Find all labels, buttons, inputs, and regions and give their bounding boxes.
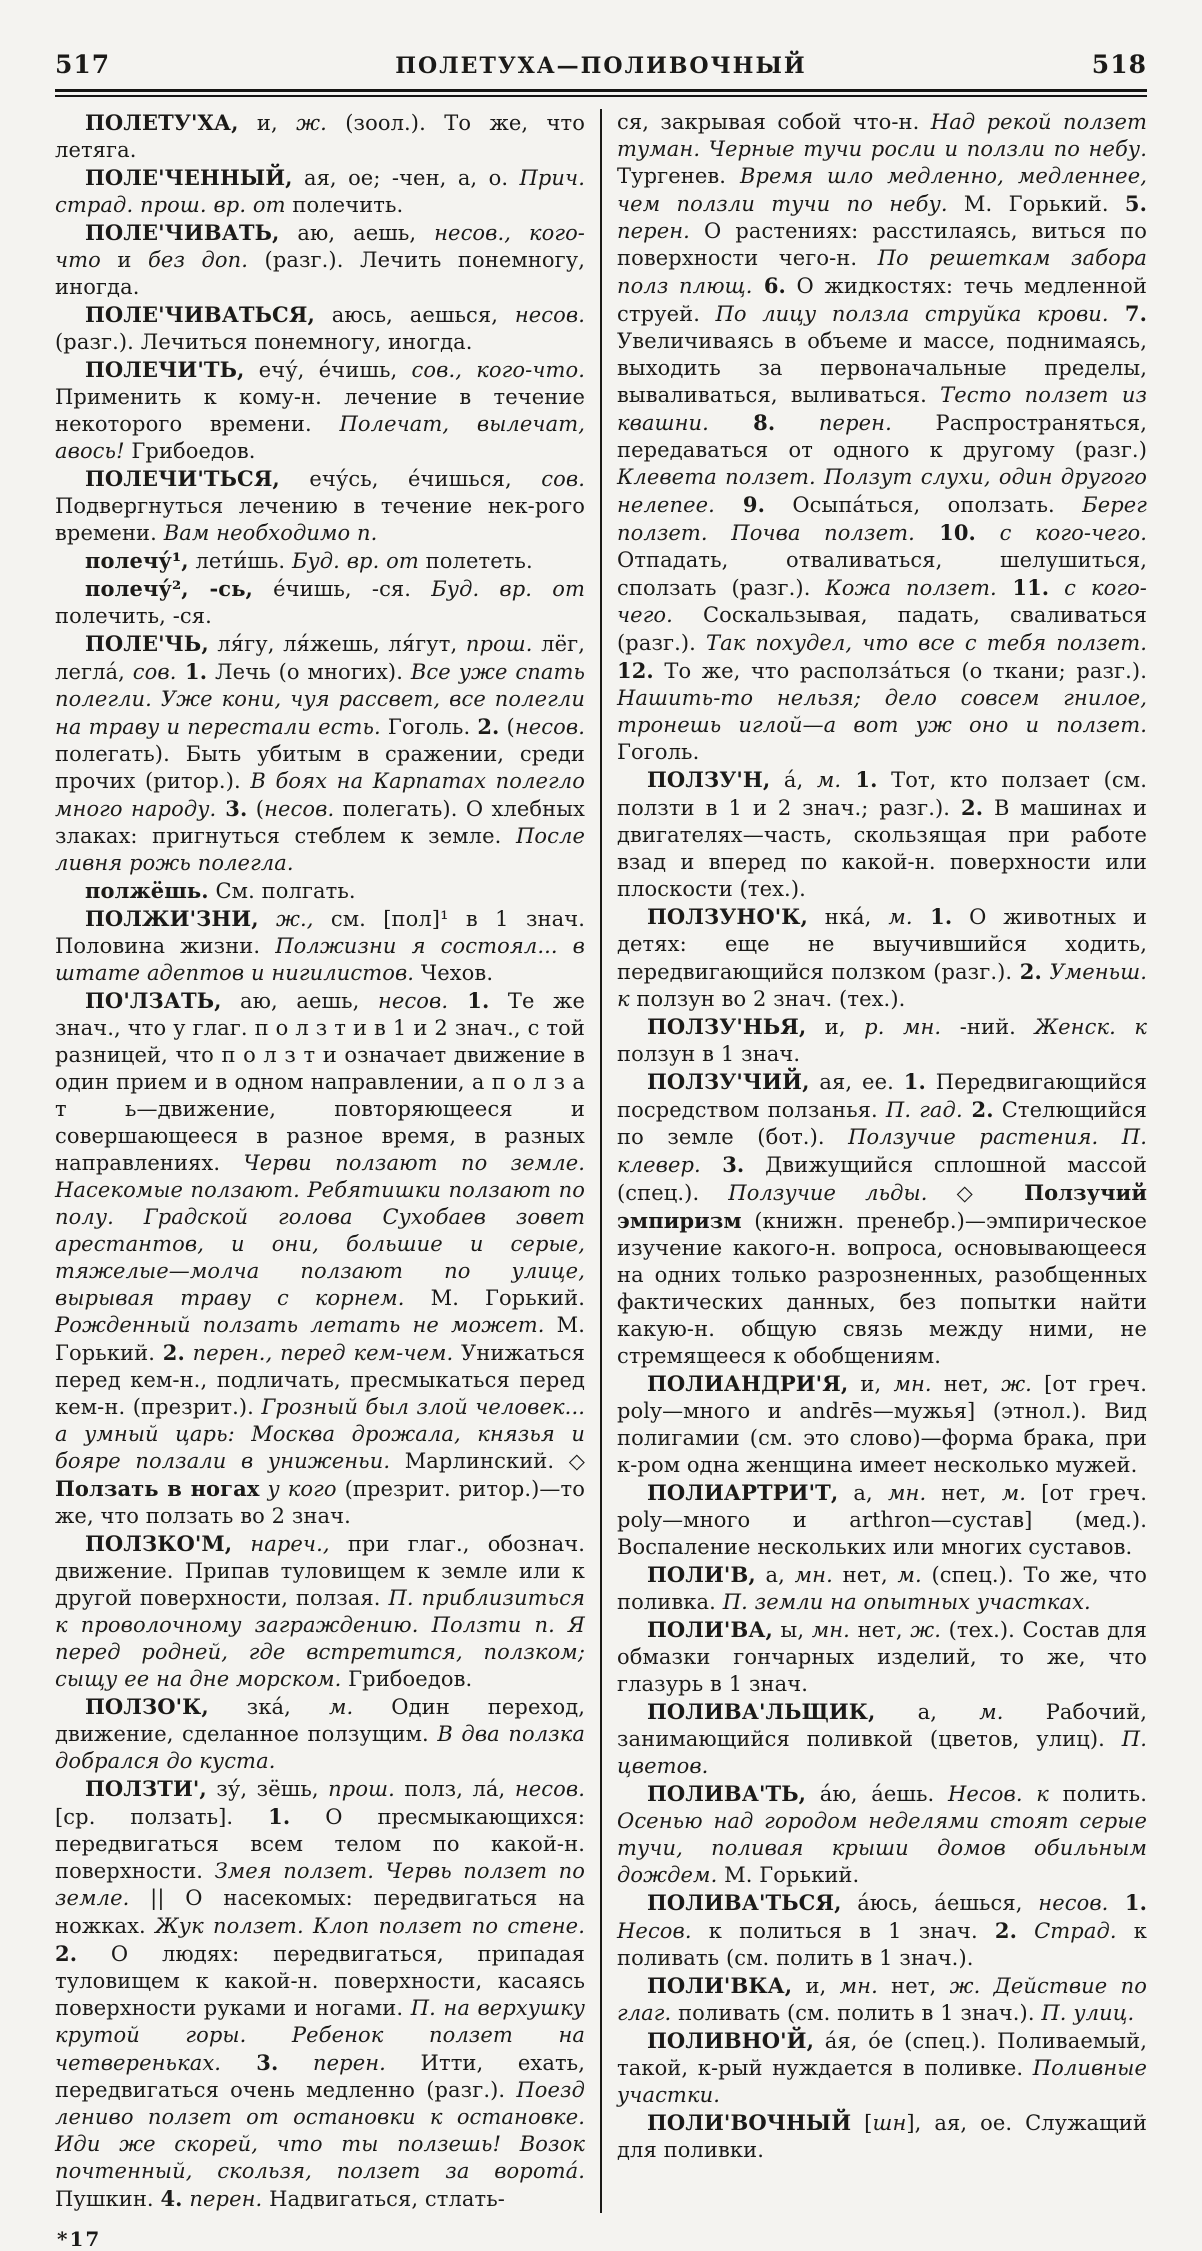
dictionary-entry: ПОЛЕ'ЧЬ, ля́гу, ля́жешь, ля́гут, прош. лёг, легла́, сов. 1. Лечь (о многих). Все уже спать полегли. Уже кони, чуя рассвет, все полегли на траву и перестали есть. Гоголь. 2. (несов. полегать). Быть убитым в сражении, среди прочих (ритор.). В боях на Карпатах полегло много народу. 3. (несов. полегать). О хлебных злаках: пригнуться стеблем к земле. После ливня рожь полегла. xyxy=(55,631,586,875)
dictionary-entry: ПОЛЗУ'ЧИЙ, ая, ее. 1. Передвигающийся посредством ползанья. П. гад. 2. Стелющийся по земле (бот.). Ползучие растения. П. клевер. 3. Движущийся сплошной массой (спец.). Ползучие льды. ◇ Ползучий эмпиризм (книжн. пренебр.)—эмпирическое изучение какого-н. вопроса, основывающееся на одних только разрозненных, разобщенных фактических данных, без попытки найти какую-н. общую связь между ними, не стремящееся к обобщениям. xyxy=(617,1069,1148,1368)
dictionary-entry: ПОЛЕ'ЧИВАТЬСЯ, аюсь, аешься, несов. (разг.). Лечиться понемногу, иногда. xyxy=(55,302,585,354)
dictionary-entry: ПОЛЗКО'М, нареч., при глаг., обознач. движение. Припав туловищем к земле или к другой поверхности, ползая. П. приблизиться к проволочному заграждению. Ползти п. Я перед родней, где встретится, ползком; сыщу ее на дне морском. Грибоедов. xyxy=(55,1531,585,1691)
page-number-right: 518 xyxy=(1091,50,1147,79)
page-header xyxy=(55,50,1147,79)
dictionary-entry: ПОЛЗУ'Н, а́, м. 1. Тот, кто ползает (см. ползти в 1 и 2 знач.; разг.). 2. В машинах и двигателях—часть, скользящая при работе взад и вперед по какой-н. поверхности или плоскости (тех.). xyxy=(617,767,1147,901)
footer-signature-mark: *17 xyxy=(57,2227,102,2251)
dictionary-entry: ПОЛЕЧИ'ТЬСЯ, ечу́сь, е́чишься, сов. Подвергнуться лечению в течение нек-рого времени. Вам необходимо п. xyxy=(55,466,585,545)
dictionary-entry: ПОЛИВА'ЛЬЩИК, а, м. Рабочий, занимающийся поливкой (цветов, улиц). П. цветов. xyxy=(617,1699,1147,1778)
header-rule xyxy=(55,89,1147,97)
dictionary-entry: ПОЛЕТУ'ХА, и, ж. (зоол.). То же, что летяга. xyxy=(55,110,585,162)
dictionary-entry: ПОЛЕЧИ'ТЬ, ечу́, е́чишь, сов., кого-что. Применить к кому-н. лечение в течение некоторого времени. Полечат, вылечат, авось! Грибоедов. xyxy=(55,357,586,463)
dictionary-entry: ПОЛИАНДРИ'Я, и, мн. нет, ж. [от греч. poly—много и andrēs—мужья] (этнол.). Вид полигамии (см. это слово)—форма брака, при к-ром одна женщина имеет несколько мужей. xyxy=(617,1371,1147,1477)
dictionary-entry: ПО'ЛЗАТЬ, аю, аешь, несов. 1. Те же знач., что у глаг. п о л з т и в 1 и 2 знач., с той разницей, что п о л з т и означает движение в один прием и в одном направлении, а п о л з а т ь—движение, повторяющееся и совершающееся в разное время, в разных направлениях. Черви ползают по земле. Насекомые ползают. Ребятишки ползают по полу. Градской голова Сухобаев зовет арестантов, и они, большие и серые, тяжелые—молча ползают по улице, вырывая траву с корнем. М. Горький. Рожденный ползать летать не может. М. Горький. 2. перен., перед кем-чем. Унижаться перед кем-н., подличать, пресмыкаться перед кем-н. (презрит.). Грозный был злой человек... а умный царь: Москва дрожала, князья и бояре ползали в униженьи. Марлинский. ◇ Ползать в ногах у кого (презрит. ритор.)—то же, что ползать во 2 знач. xyxy=(55,988,586,1528)
page-number-left: 517 xyxy=(55,50,111,79)
dictionary-entry: ПОЛИВА'ТЬ, а́ю, а́ешь. Несов. к полить. Осенью над городом неделями стоят серые тучи, поливая крыши домов обильным дождем. М. Горький. xyxy=(617,1781,1147,1887)
dictionary-entry: ПОЛИВНО'Й, а́я, о́е (спец.). Поливаемый, такой, к-рый нуждается в поливке. Поливные участки. xyxy=(617,2028,1147,2107)
dictionary-entry: ПОЛЖИ'ЗНИ, ж., см. [пол]¹ в 1 знач. Половина жизни. Полжизни я состоял... в штате адептов и нигилистов. Чехов. xyxy=(55,906,586,985)
dictionary-entry: ПОЛИВА'ТЬСЯ, а́юсь, а́ешься, несов. 1. Несов. к политься в 1 знач. 2. Страд. к поливать (см. полить в 1 знач.). xyxy=(617,1890,1147,1970)
dictionary-entry: ПОЛЗУ'НЬЯ, и, р. мн. -ний. Женск. к ползун в 1 знач. xyxy=(617,1014,1147,1066)
dictionary-entry: ПОЛЗТИ', зу́, зёшь, прош. полз, ла́, несов. [ср. ползать]. 1. О пресмыкающихся: передвигаться всем телом по какой-н. поверхности. Змея ползет. Червь ползет по земле. || О насекомых: передвигаться на ножках. Жук ползет. Клоп ползет по стене. 2. О людях: передвигаться, припадая туловищем к какой-н. поверхности, касаясь поверхности руками и ногами. П. на верхушку крутой горы. Ребенок ползет на четвереньках. 3. перен. Итти, ехать, передвигаться очень медленно (разг.). Поезд лениво ползет от остановки к остановке. Иди же скорей, что ты ползешь! Возок почтенный, скользя, ползет за ворота́. Пушкин. 4. перен. Надвигаться, стлать- xyxy=(55,1776,586,2211)
dictionary-entry: полечу́¹, лети́шь. Буд. вр. от полететь. xyxy=(85,548,533,573)
dictionary-entry: ПОЛИ'ВОЧНЫЙ [шн], ая, ое. Служащий для поливки. xyxy=(617,2110,1147,2162)
dictionary-entry: ПОЛИАРТРИ'Т, а, мн. нет, м. [от греч. poly—много и arthron—сустав] (мед.). Воспаление нескольких или многих суставов. xyxy=(617,1480,1147,1559)
dictionary-entry: ПОЛЗУНО'К, нка́, м. 1. О животных и детях: еще не выучившийся ходить, передвигающийся ползком (разг.). 2. Уменьш. к ползун во 2 знач. (тех.). xyxy=(617,904,1147,1011)
dictionary-entry: полжёшь. См. полгать. xyxy=(85,878,356,903)
left-column xyxy=(55,109,585,2213)
running-head: ПОЛЕТУХА—ПОЛИВОЧНЫЙ xyxy=(395,53,807,79)
dictionary-entry: полечу́², -сь, е́чишь, -ся. Буд. вр. от полечить, -ся. xyxy=(55,576,586,628)
dictionary-entry: ПОЛИ'ВКА, и, мн. нет, ж. Действие по глаг. поливать (см. полить в 1 знач.). П. улиц. xyxy=(617,1973,1148,2025)
dictionary-entry: ПОЛЕ'ЧИВАТЬ, аю, аешь, несов., кого-что и без доп. (разг.). Лечить понемногу, иногда. xyxy=(55,220,586,299)
right-column xyxy=(617,109,1147,2213)
dictionary-entry: ся, закрывая собой что-н. Над рекой ползет туман. Черные тучи росли и ползли по небу. Тургенев. Время шло медленно, медленнее, чем ползли тучи по небу. М. Горький. 5. перен. О растениях: расстилаясь, виться по поверхности чего-н. По решеткам забора полз плющ. 6. О жидкостях: течь медленной струей. По лицу ползла струйка крови. 7. Увеличиваясь в объеме и массе, поднимаясь, выходить за первоначальные пределы, вываливаться, выливаться. Тесто ползет из квашни. 8. перен. Распространяться, передаваться от одного к другому (разг.) Клевета ползет. Ползут слухи, один другого нелепее. 9. Осыпа́ться, оползать. Берег ползет. Почва ползет. 10. с кого-чего. Отпадать, отваливаться, шелушиться, сползать (разг.). Кожа ползет. 11. с кого-чего. Соскальзывая, падать, сваливаться (разг.). Так похудел, что все с тебя ползет. 12. То же, что располза́ться (о ткани; разг.). Нашить-то нельзя; дело совсем гнилое, тронешь иглой—а вот уж оно и ползет. Гоголь. xyxy=(617,110,1148,764)
dictionary-entry: ПОЛЕ'ЧЕННЫЙ, ая, ое; -чен, а, о. Прич. страд. прош. вр. от полечить. xyxy=(55,165,585,217)
column-divider xyxy=(600,109,602,2213)
dictionary-entry: ПОЛИ'ВА, ы, мн. нет, ж. (тех.). Состав для обмазки гончарных изделий, то же, что глазурь в 1 знач. xyxy=(617,1617,1147,1696)
dictionary-entry: ПОЛИ'В, а, мн. нет, м. (спец.). То же, что поливка. П. земли на опытных участках. xyxy=(617,1562,1147,1614)
text-columns xyxy=(55,109,1147,2213)
dictionary-entry: ПОЛЗО'К, зка́, м. Один переход, движение, сделанное ползущим. В два ползка добрался до куста. xyxy=(55,1694,586,1773)
